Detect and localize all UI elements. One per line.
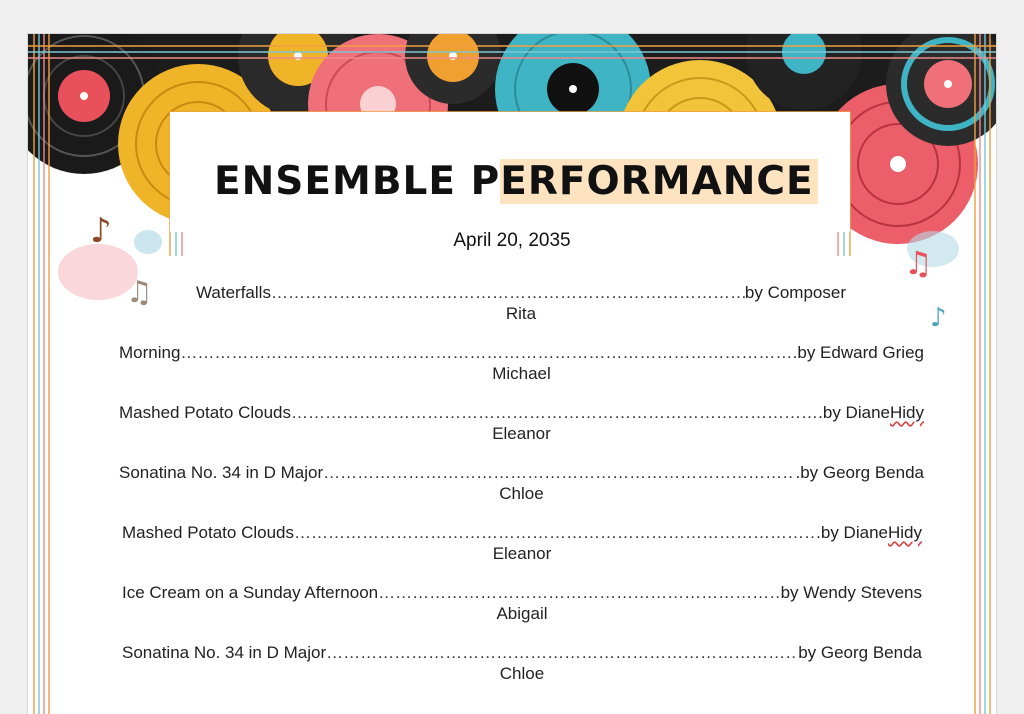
program-item bbox=[122, 643, 922, 687]
piece-title: Mashed Potato Clouds bbox=[122, 523, 294, 542]
composer: .by Edward Grieg bbox=[792, 343, 924, 362]
leader-dots bbox=[180, 343, 792, 363]
piece-title: Morning bbox=[119, 343, 181, 362]
piece-title: Sonatina No. 34 in D Major bbox=[122, 643, 327, 662]
program-item bbox=[122, 583, 922, 627]
music-note-icon: ♫ bbox=[126, 275, 153, 310]
composer: .by Georg Benda bbox=[795, 463, 924, 482]
music-note-icon: ♫ bbox=[904, 244, 933, 282]
composer: by Composer bbox=[744, 283, 846, 302]
program-page bbox=[28, 34, 996, 714]
page-title bbox=[214, 154, 814, 210]
title-box bbox=[170, 112, 850, 232]
program-item bbox=[119, 463, 924, 507]
performer-name: Michael bbox=[492, 364, 551, 383]
title-plain: ENSEMBLE P bbox=[214, 159, 501, 204]
performer-name: Abigail bbox=[496, 604, 548, 623]
event-date: April 20, 2035 bbox=[453, 230, 571, 251]
composer: .by Diane bbox=[818, 403, 890, 422]
composer-surname: Hidy bbox=[889, 403, 924, 422]
performer-name: Rita bbox=[505, 304, 537, 323]
piece-title: Waterfalls bbox=[196, 283, 271, 302]
title-highlight: ERFORMANCE bbox=[500, 159, 817, 204]
leader-dots bbox=[326, 643, 798, 663]
leader-dots bbox=[271, 283, 745, 303]
leader-dots bbox=[378, 583, 780, 603]
leader-dots bbox=[294, 523, 816, 543]
performer-name: Eleanor bbox=[492, 544, 552, 563]
program-item bbox=[119, 403, 924, 447]
program-item bbox=[122, 523, 922, 567]
composer: .by Diane bbox=[816, 523, 888, 542]
leader-dots bbox=[323, 463, 795, 483]
composer-surname: Hidy bbox=[887, 523, 922, 542]
composer: by Georg Benda bbox=[798, 643, 922, 662]
piece-title: Ice Cream on a Sunday Afternoon bbox=[122, 583, 379, 602]
program-item bbox=[196, 283, 846, 327]
composer: by Wendy Stevens bbox=[780, 583, 922, 602]
performer-name: Chloe bbox=[499, 664, 545, 683]
music-note-icon: ♪ bbox=[90, 211, 112, 251]
music-note-icon: ♪ bbox=[930, 303, 947, 333]
performer-name: Chloe bbox=[499, 484, 544, 503]
leader-dots bbox=[291, 403, 818, 423]
piece-title: Mashed Potato Clouds bbox=[119, 403, 291, 422]
program-item bbox=[119, 343, 924, 387]
performer-name: Eleanor bbox=[492, 424, 551, 443]
piece-title: Sonatina No. 34 in D Major bbox=[119, 463, 324, 482]
